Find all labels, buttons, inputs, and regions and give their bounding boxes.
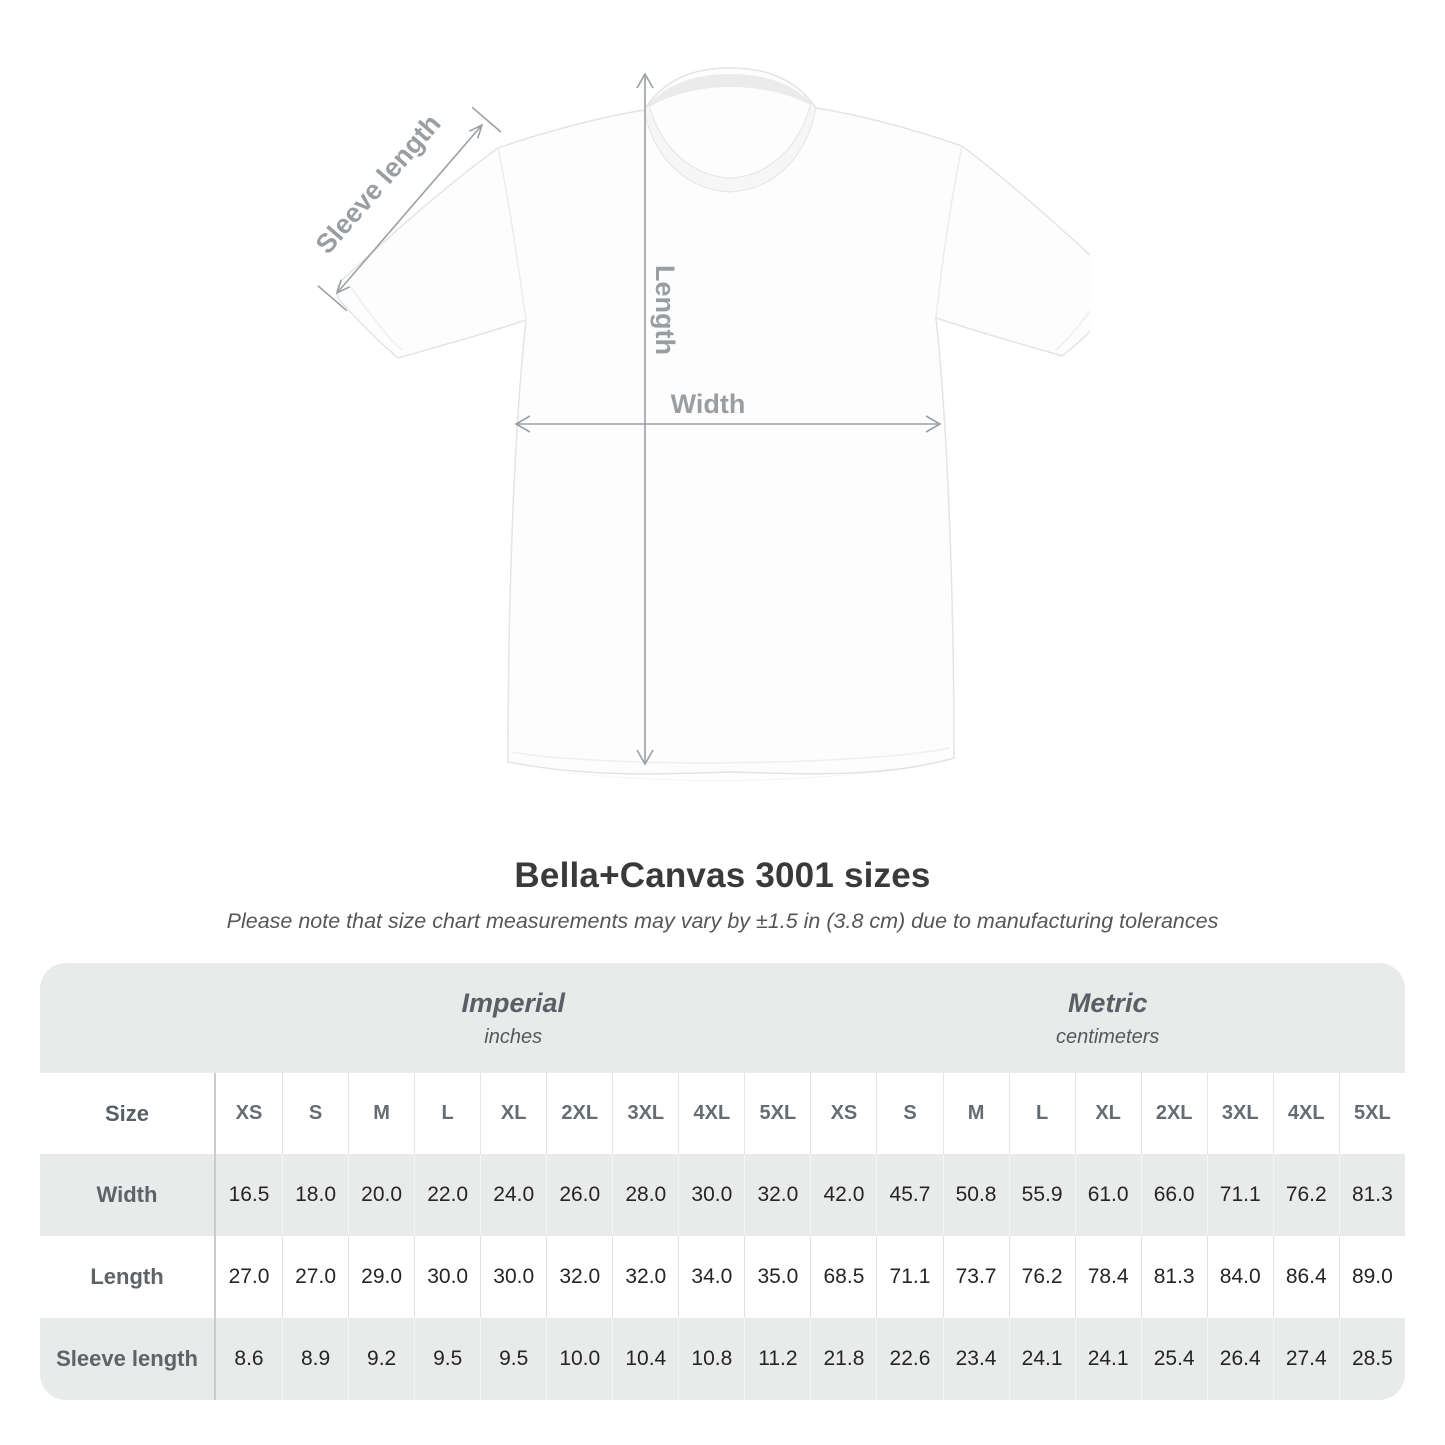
- measurement-cell: 89.0: [1339, 1236, 1405, 1318]
- measurement-cell: 35.0: [744, 1236, 810, 1318]
- measurement-cell: 86.4: [1273, 1236, 1339, 1318]
- band-corner-cell: [40, 963, 216, 1073]
- size-column-header: XL: [1075, 1073, 1141, 1154]
- measurement-cell: 20.0: [348, 1154, 414, 1236]
- size-column-header: 4XL: [678, 1073, 744, 1154]
- table-row: [40, 1236, 1405, 1318]
- measurement-cell: 84.0: [1207, 1236, 1273, 1318]
- measurement-cell: 23.4: [943, 1318, 1009, 1400]
- size-column-header: XS: [235, 1102, 263, 1124]
- measurement-cell: 24.0: [480, 1154, 546, 1236]
- size-column-header: L: [1009, 1073, 1075, 1154]
- measurement-cell: 81.3: [1339, 1154, 1405, 1236]
- size-column-header: 4XL: [1273, 1073, 1339, 1154]
- row-label: Width: [40, 1154, 216, 1236]
- page-title: Bella+Canvas 3001 sizes: [514, 856, 931, 895]
- size-column-header: M: [943, 1073, 1009, 1154]
- sleeve-length-label: Sleeve length: [310, 108, 447, 260]
- measurement-cell: 11.2: [744, 1318, 810, 1400]
- measurement-cell: 10.0: [546, 1318, 612, 1400]
- measurement-cell: 42.0: [810, 1154, 876, 1236]
- imperial-label: Imperial: [461, 987, 565, 1018]
- tshirt-illustration: [310, 50, 1090, 830]
- shirt-body: [337, 68, 1090, 774]
- size-column-header: 3XL: [1207, 1073, 1273, 1154]
- measurement-cell: 32.0: [612, 1236, 678, 1318]
- measurement-cell: 27.0: [282, 1236, 348, 1318]
- measurement-cell: 21.8: [810, 1318, 876, 1400]
- measurement-cell: 10.8: [678, 1318, 744, 1400]
- measurement-cell: 73.7: [943, 1236, 1009, 1318]
- size-column-header: M: [348, 1073, 414, 1154]
- measurement-rows: [40, 1154, 1405, 1400]
- measurement-cell: 27.4: [1273, 1318, 1339, 1400]
- size-column-header: XL: [480, 1073, 546, 1154]
- row-label: Length: [40, 1236, 216, 1318]
- measurement-cell: 71.1: [876, 1236, 942, 1318]
- measurement-cell: 76.2: [1009, 1236, 1075, 1318]
- size-column-header: 2XL: [546, 1073, 612, 1154]
- measurement-cell: 25.4: [1141, 1318, 1207, 1400]
- size-column-header: L: [414, 1073, 480, 1154]
- measurement-cell: 18.0: [282, 1154, 348, 1236]
- table-row: [40, 1318, 1405, 1400]
- measurement-cell: 24.1: [1009, 1318, 1075, 1400]
- measurement-cell: 9.2: [348, 1318, 414, 1400]
- metric-group-header: [810, 963, 1405, 1073]
- measurement-cell: 9.5: [480, 1318, 546, 1400]
- measurement-cell: 81.3: [1141, 1236, 1207, 1318]
- measurement-cell: 61.0: [1075, 1154, 1141, 1236]
- measurement-cell: 26.0: [546, 1154, 612, 1236]
- size-column-header: 2XL: [1141, 1073, 1207, 1154]
- measurement-cell: 50.8: [943, 1154, 1009, 1236]
- table-row: [40, 1154, 1405, 1236]
- measurement-cell: 29.0: [348, 1236, 414, 1318]
- size-column-header: S: [282, 1073, 348, 1154]
- measurement-cell: 28.0: [612, 1154, 678, 1236]
- measurement-cell: 22.6: [876, 1318, 942, 1400]
- measurement-cell: 45.7: [876, 1154, 942, 1236]
- size-column-header: 3XL: [612, 1073, 678, 1154]
- size-header-row: [40, 1073, 1405, 1154]
- measurement-cell: 78.4: [1075, 1236, 1141, 1318]
- size-column-header: S: [876, 1073, 942, 1154]
- size-table-container: [40, 963, 1405, 1400]
- unit-group-header-row: [40, 963, 1405, 1073]
- measurement-cell: 34.0: [678, 1236, 744, 1318]
- length-label: Length: [650, 265, 680, 355]
- measurement-cell: 30.0: [480, 1236, 546, 1318]
- measurement-cell: 10.4: [612, 1318, 678, 1400]
- metric-unit: centimeters: [1056, 1025, 1160, 1048]
- measurement-cell: 8.9: [282, 1318, 348, 1400]
- size-column-header: 5XL: [744, 1073, 810, 1154]
- measurement-cell: 16.5: [228, 1183, 270, 1206]
- imperial-group-header: [216, 963, 810, 1073]
- measurement-cell: 22.0: [414, 1154, 480, 1236]
- imperial-unit: inches: [484, 1025, 543, 1048]
- measurement-cell: 9.5: [414, 1318, 480, 1400]
- measurement-cell: 76.2: [1273, 1154, 1339, 1236]
- measurement-cell: 30.0: [414, 1236, 480, 1318]
- measurement-cell: 71.1: [1207, 1154, 1273, 1236]
- size-column-header: 5XL: [1339, 1073, 1405, 1154]
- measurement-cell: 27.0: [228, 1265, 270, 1288]
- measurement-cell: 55.9: [1009, 1154, 1075, 1236]
- size-column-header: XS: [810, 1073, 876, 1154]
- measurement-cell: 26.4: [1207, 1318, 1273, 1400]
- measurement-cell: 28.5: [1339, 1318, 1405, 1400]
- measurement-cell: 66.0: [1141, 1154, 1207, 1236]
- metric-label: Metric: [1067, 987, 1148, 1018]
- tolerance-note: Please note that size chart measurements may vary by ±1.5 in (3.8 cm) due to manufacturing tolerances: [226, 909, 1219, 933]
- measurement-cell: 32.0: [546, 1236, 612, 1318]
- measurement-cell: 32.0: [744, 1154, 810, 1236]
- width-label: Width: [670, 389, 746, 419]
- measurement-cell: 68.5: [810, 1236, 876, 1318]
- size-header-cell: Size: [40, 1073, 216, 1154]
- measurement-cell: 24.1: [1075, 1318, 1141, 1400]
- row-label: Sleeve length: [40, 1318, 216, 1400]
- size-chart-table: [40, 963, 1405, 1400]
- measurement-cell: 8.6: [234, 1347, 264, 1370]
- measurement-cell: 30.0: [678, 1154, 744, 1236]
